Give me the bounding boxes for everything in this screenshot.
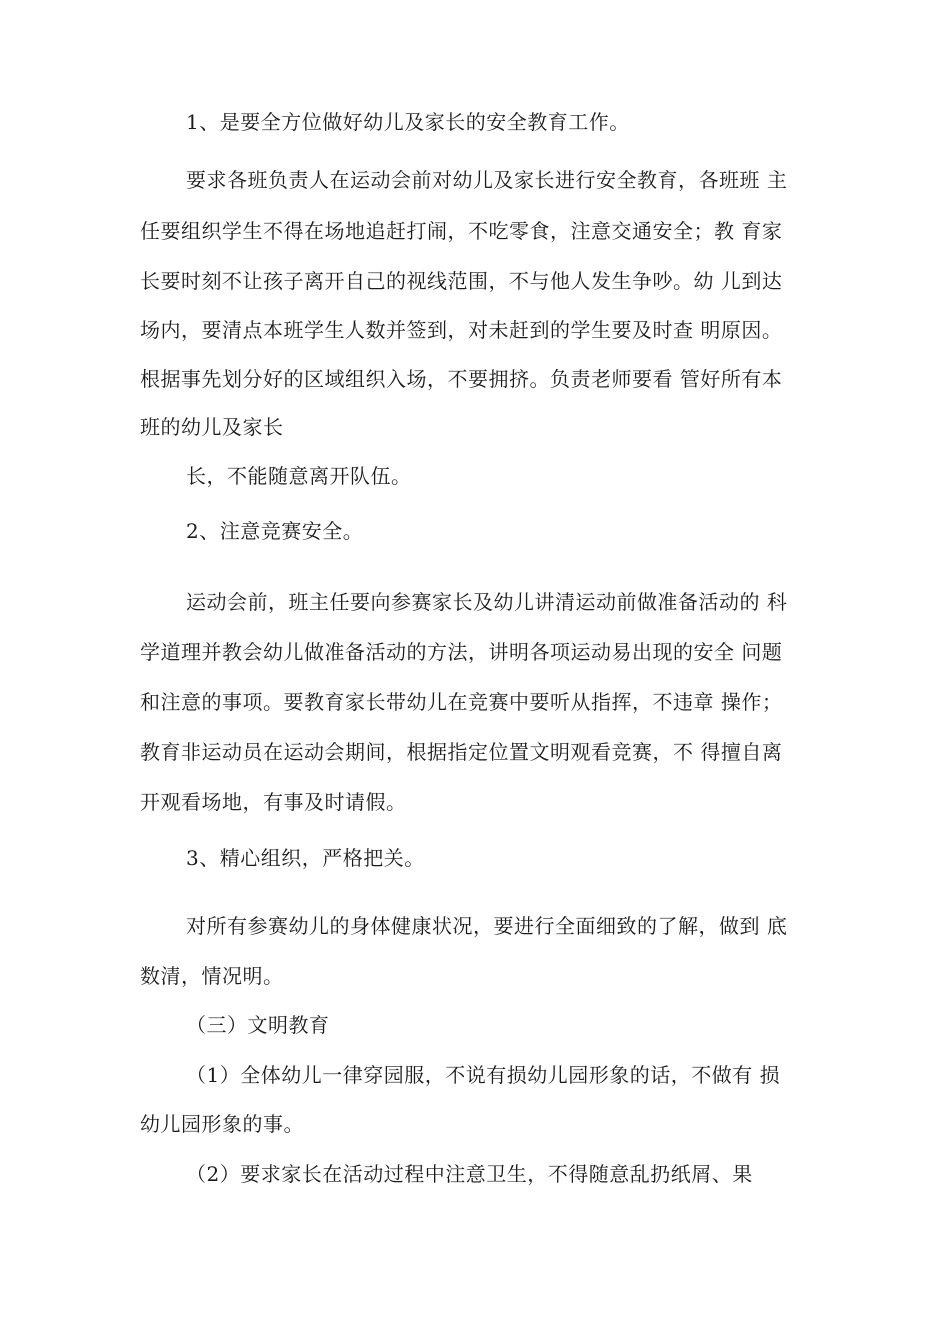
text-line: （2）要求家长在活动过程中注意卫生，不得随意乱扔纸屑、果 (186, 1162, 753, 1186)
text-line: 长要时刻不让孩子离开自己的视线范围，不与他人发生争吵。幼 儿到达 (140, 269, 783, 293)
text-line: 班的幼儿及家长 (140, 415, 284, 439)
text-line: 对所有参赛幼儿的身体健康状况，要进行全面细致的了解，做到 底 (186, 914, 788, 938)
text-line: （三）文明教育 (186, 1013, 330, 1037)
text-line: 运动会前，班主任要向参赛家长及幼儿讲清运动前做准备活动的 科 (186, 590, 788, 614)
text-line: 3、精心组织，严格把关。 (186, 846, 425, 870)
text-line: 教育非运动员在运动会期间，根据指定位置文明观看竞赛，不 得擅自离 (140, 740, 783, 764)
text-line: 场内，要清点本班学生人数并签到，对未赶到的学生要及时查 明原因。 (140, 318, 783, 342)
text-line: 1、是要全方位做好幼儿及家长的安全教育工作。 (186, 110, 630, 134)
text-line: 2、注意竞赛安全。 (186, 519, 364, 543)
text-line: 要求各班负责人在运动会前对幼儿及家长进行安全教育，各班班 主 (186, 168, 788, 192)
text-line: 长，不能随意离开队伍。 (186, 464, 412, 488)
text-line: 学道理并教会幼儿做准备活动的方法，讲明各项运动易出现的安全 问题 (140, 640, 783, 664)
text-line: 开观看场地，有事及时请假。 (140, 790, 407, 814)
text-line: （1）全体幼儿一律穿园服，不说有损幼儿园形象的话，不做有 损 (186, 1063, 781, 1087)
text-line: 根据事先划分好的区域组织入场，不要拥挤。负责老师要看 管好所有本 (140, 367, 783, 391)
text-line: 和注意的事项。要教育家长带幼儿在竞赛中要听从指挥，不违章 操作； (140, 690, 783, 714)
text-line: 数清，情况明。 (140, 964, 284, 988)
text-line: 幼儿园形象的事。 (140, 1112, 304, 1136)
text-line: 任要组织学生不得在场地追赶打闹，不吃零食，注意交通安全；教 育家 (140, 219, 783, 243)
